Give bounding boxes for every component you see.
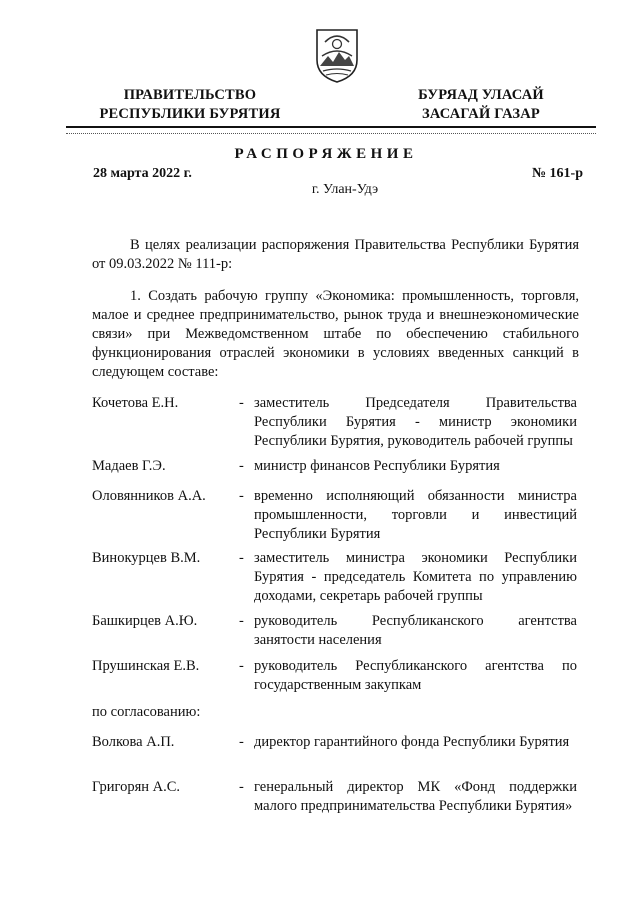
member-role: заместитель министра экономики Республики Бурятия - председатель Комитета по управлению доходами, секретарь рабочей группы <box>254 550 577 604</box>
document-date: 28 марта 2022 г. <box>93 166 192 181</box>
member-name: Башкирцев А.Ю. <box>92 613 198 629</box>
member-name: Оловянников А.А. <box>92 488 206 504</box>
member-dash: - <box>239 395 244 411</box>
header-divider <box>66 126 596 128</box>
member-dash: - <box>239 488 244 504</box>
document-number: № 161-р <box>531 166 583 181</box>
member-role: министр финансов Республики Бурятия <box>254 458 500 474</box>
member-role: руководитель Республиканского агентства занятости населения <box>254 613 577 648</box>
member-dash: - <box>239 734 244 750</box>
member-role: директор гарантийного фонда Республики Бурятия <box>254 734 570 750</box>
document-type: РАСПОРЯЖЕНИЕ <box>234 146 418 162</box>
item1-paragraph: 1. Создать рабочую группу «Экономика: промышленность, торговля, малое и среднее предпринимательство, рынок труда и внешнеэкономические связи» при Межведомственном штабе по обеспечению стабильного функционирования отраслей экономики в условиях введенных санкций в следующем составе: <box>92 288 579 380</box>
member-role: временно исполняющий обязанности министра промышленности, торговли и инвестиций Республики Бурятия <box>254 488 577 542</box>
header-divider-dotted <box>66 133 596 134</box>
member-name: Винокурцев В.М. <box>92 550 201 566</box>
government-name-ru <box>90 86 290 124</box>
intro-paragraph: В целях реализации распоряжения Правительства Республики Бурятия от 09.03.2022 № 111-р: <box>92 237 579 272</box>
member-dash: - <box>239 658 244 674</box>
member-name: Григорян А.С. <box>92 779 181 795</box>
member-dash: - <box>239 779 244 795</box>
member-dash: - <box>239 550 244 566</box>
member-name: Кочетова Е.Н. <box>92 395 179 411</box>
member-dash: - <box>239 613 244 629</box>
header-left-line2: РЕСПУБЛИКИ БУРЯТИЯ <box>99 106 281 122</box>
member-name: Прушинская Е.В. <box>92 658 200 674</box>
member-name: Волкова А.П. <box>92 734 175 750</box>
member-name: Мадаев Г.Э. <box>92 458 166 474</box>
agreement-note: по согласованию: <box>92 704 201 720</box>
coat-of-arms-icon <box>311 26 363 84</box>
header-left-line1: ПРАВИТЕЛЬСТВО <box>123 87 257 103</box>
government-name-bua <box>396 86 566 124</box>
member-role: заместитель Председателя Правительства Республики Бурятия - министр экономики Республики Бурятия, руководитель рабочей группы <box>254 395 577 449</box>
document-place: г. Улан-Удэ <box>311 182 379 197</box>
member-role: генеральный директор МК «Фонд поддержки малого предпринимательства Республики Бурятия» <box>254 779 577 814</box>
member-dash: - <box>239 458 244 474</box>
member-role: руководитель Республиканского агентства по государственным закупкам <box>254 658 577 693</box>
header-right-line2: ЗАСАГАЙ ГАЗАР <box>422 106 540 122</box>
header-right-line1: БУРЯАД УЛАСАЙ <box>418 87 544 103</box>
